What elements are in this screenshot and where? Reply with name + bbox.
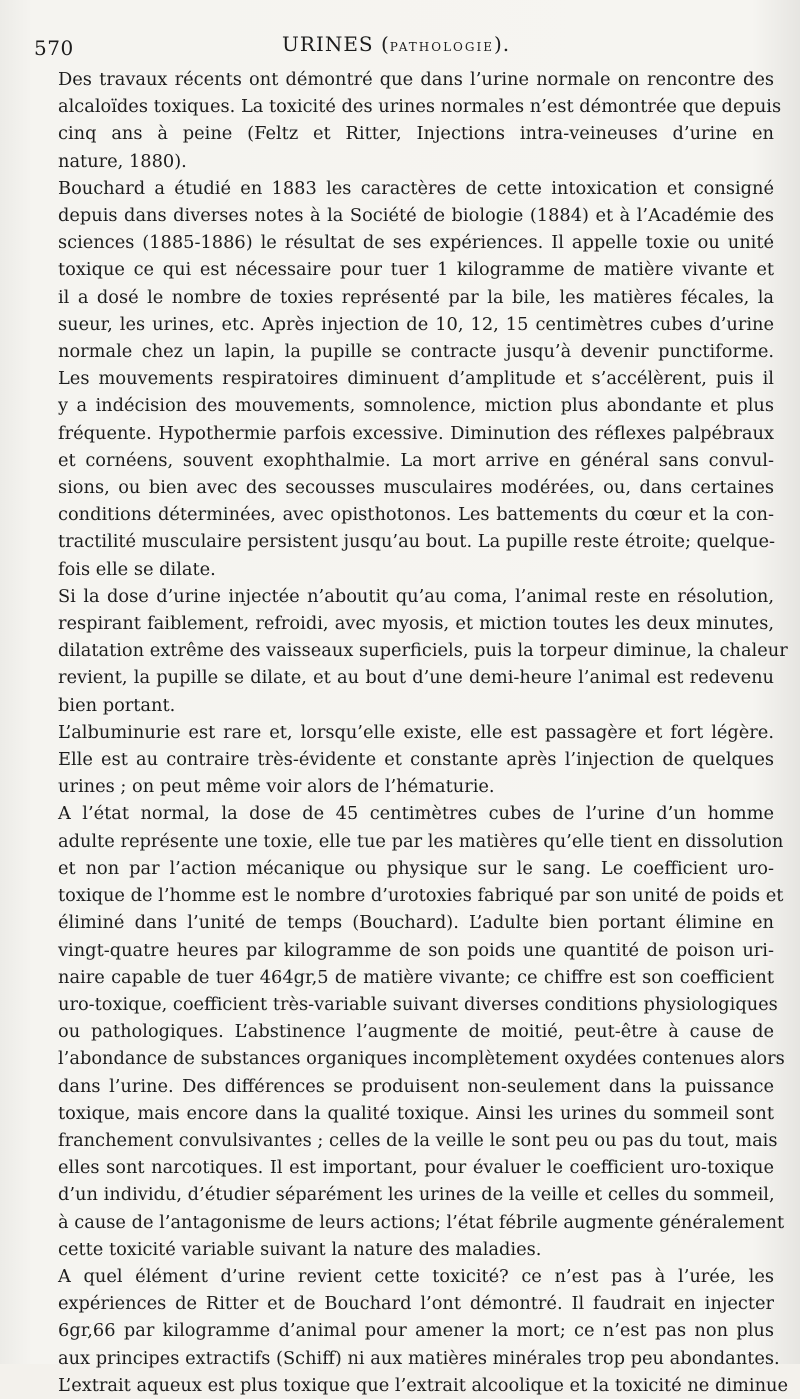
text-line: et non par l’action mécanique ou physique sur le sang. Le coefficient uro-	[58, 857, 774, 879]
text-line: fréquente. Hypothermie parfois excessive. Diminution des réflexes palpébraux	[58, 422, 774, 444]
text-line: fois elle se dilate.	[58, 558, 216, 580]
text-line: Les mouvements respiratoires diminuent d’amplitude et s’accélèrent, puis il	[58, 368, 774, 390]
text-line: cette toxicité variable suivant la nature des maladies.	[58, 1238, 542, 1260]
text-line: sciences (1885-1886) le résultat de ses expériences. Il appelle toxie ou unité	[58, 232, 774, 254]
text-line: aux principes extractifs (Schiff) ni aux matières minérales trop peu abondantes.	[58, 1347, 780, 1369]
text-line: y a indécision des mouvements, somnolence, miction plus abondante et plus	[58, 395, 774, 417]
text-line: Si la dose d’urine injectée n’aboutit qu’au coma, l’animal reste en résolution,	[58, 585, 774, 607]
text-line: revient, la pupille se dilate, et au bout d’une demi-heure l’animal est redevenu	[58, 667, 774, 689]
text-line: il a dosé le nombre de toxies représenté par la bile, les matières fécales, la	[58, 286, 774, 308]
text-line: urines ; on peut même voir alors de l’hématurie.	[58, 776, 495, 798]
text-line: Elle est au contraire très-évidente et constante après l’injection de quelques	[58, 749, 774, 771]
text-line: L’albuminurie est rare et, lorsqu’elle existe, elle est passagère et fort légère.	[58, 721, 774, 743]
text-line: ou pathologiques. L’abstinence l’augmente de moitié, peut-être à cause de	[58, 1021, 774, 1043]
page-header	[34, 28, 772, 64]
text-line: toxique ce qui est nécessaire pour tuer 1 kilogramme de matière vivante et	[58, 259, 774, 281]
text-line: et cornéens, souvent exophthalmie. La mort arrive en général sans convul-	[58, 449, 774, 471]
text-line: à cause de l’antagonisme de leurs actions; l’état fébrile augmente généralement	[58, 1211, 785, 1233]
text-line: tractilité musculaire persistent jusqu’au bout. La pupille reste étroite; quelque-	[58, 531, 776, 553]
text-line: depuis dans diverses notes à la Société de biologie (1884) et à l’Académie des	[58, 205, 774, 227]
text-line: d’un individu, d’étudier séparément les urines de la veille et celles du sommeil,	[58, 1184, 775, 1206]
body-text	[58, 66, 789, 1399]
text-line: adulte représente une toxie, elle tue par les matières qu’elle tient en dissolution	[58, 830, 784, 852]
text-line: sueur, les urines, etc. Après injection de 10, 12, 15 centimètres cubes d’urine	[58, 313, 774, 335]
text-line: elles sont narcotiques. Il est important, pour évaluer le coefficient uro-toxique	[58, 1157, 774, 1179]
text-line: dans l’urine. Des différences se produisent non-seulement dans la puissance	[58, 1075, 774, 1097]
text-line: Bouchard a étudié en 1883 les caractères de cette intoxication et consigné	[58, 177, 774, 199]
running-head	[282, 32, 510, 56]
text-line: nature, 1880).	[58, 150, 187, 172]
page-number: 570	[34, 36, 74, 60]
text-line: A l’état normal, la dose de 45 centimètres cubes de l’urine d’un homme	[58, 803, 774, 825]
text-line: sions, ou bien avec des secousses musculaires modérées, ou, dans certaines	[58, 477, 774, 499]
text-line: toxique de l’homme est le nombre d’urotoxies fabriqué par son unité de poids et	[58, 885, 784, 907]
text-line: conditions déterminées, avec opisthotonos. Les battements du cœur et la con-	[58, 504, 774, 526]
text-line: respirant faiblement, refroidi, avec myosis, et miction toutes les deux minutes,	[58, 613, 774, 635]
text-line: Des travaux récents ont démontré que dans l’urine normale on rencontre des	[58, 69, 774, 90]
text-line: A quel élément d’urine revient cette toxicité? ce n’est pas à l’urée, les	[58, 1265, 774, 1287]
running-head-section: PATHOLOGIE	[389, 40, 494, 54]
text-line: cinq ans à peine (Feltz et Ritter, Injections intra-veineuses d’urine en	[58, 123, 774, 145]
text-line: uro-toxique, coefficient très-variable suivant diverses conditions physiologiques	[58, 993, 778, 1015]
running-head-main: URINES (	[282, 32, 390, 56]
running-head-end: ).	[493, 32, 511, 56]
text-line: normale chez un lapin, la pupille se contracte jusqu’à devenir punctiforme.	[58, 341, 774, 363]
text-line: vingt-quatre heures par kilogramme de son poids une quantité de poison uri-	[58, 939, 774, 961]
text-line: L’extrait aqueux est plus toxique que l’extrait alcoolique et la toxicité ne diminue	[58, 1374, 789, 1396]
text-line: toxique, mais encore dans la qualité toxique. Ainsi les urines du sommeil sont	[58, 1102, 774, 1124]
text-line: l’abondance de substances organiques incomplètement oxydées contenues alors	[58, 1048, 785, 1070]
text-line: naire capable de tuer 464gr,5 de matière vivante; ce chiffre est son coefficient	[58, 966, 774, 988]
text-line: bien portant.	[58, 694, 176, 716]
text-line: alcaloïdes toxiques. La toxicité des urines normales n’est démontrée que depuis	[58, 96, 782, 118]
text-line: 6gr,66 par kilogramme d’animal pour amener la mort; ce n’est pas non plus	[58, 1320, 774, 1342]
text-line: franchement convulsivantes ; celles de la veille le sont peu ou pas du tout, mais	[58, 1129, 778, 1151]
text-line: éliminé dans l’unité de temps (Bouchard). L’adulte bien portant élimine en	[58, 912, 774, 934]
text-line: dilatation extrême des vaisseaux superficiels, puis la torpeur diminue, la chaleur	[58, 640, 788, 662]
text-line: expériences de Ritter et de Bouchard l’ont démontré. Il faudrait en injecter	[58, 1293, 774, 1315]
